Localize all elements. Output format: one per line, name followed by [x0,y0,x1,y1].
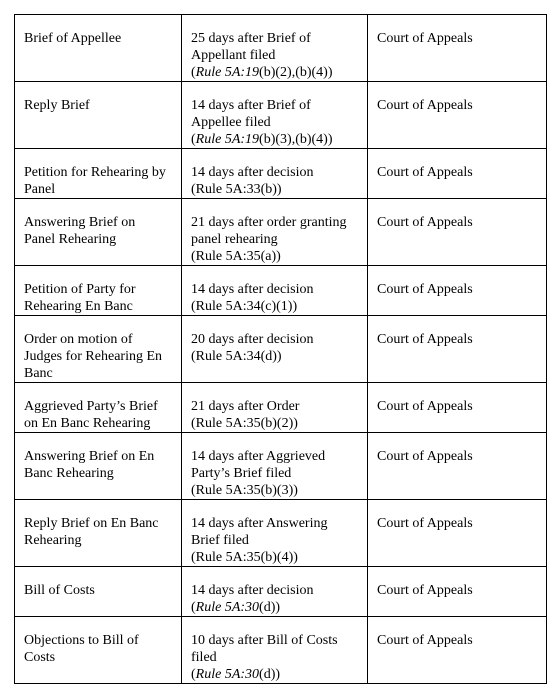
document-text: Judges for Rehearing En [24,349,163,364]
document-cell [15,266,182,316]
rule-citation [191,248,361,265]
document-cell [15,15,182,82]
table-row [15,15,547,82]
document-text: Banc Rehearing [24,466,114,481]
document-cell [15,433,182,500]
document-text: Order on motion of [24,332,133,347]
rule-citation [191,298,361,315]
rule-citation-italic: Rule 5A:19 [195,132,260,147]
deadline-cell [182,15,368,82]
court-cell [368,433,547,500]
deadline-text: Party’s Brief filed [191,466,292,481]
deadline-cell [182,383,368,433]
document-cell [15,316,182,383]
rule-citation-open: ( [191,600,196,615]
deadline-text: Brief filed [191,533,249,548]
rule-citation-open: ( [191,65,196,80]
deadlines-table-body [15,15,547,684]
deadline-text: 14 days after decision [191,583,314,598]
deadline-cell [182,567,368,617]
deadline-text: 20 days after decision [191,332,314,347]
court-text: Court of Appeals [377,583,473,598]
court-text: Court of Appeals [377,215,473,230]
rule-citation-rest: (d)) [259,667,281,682]
deadline-text: panel rehearing [191,232,278,247]
table-row [15,567,547,617]
rule-citation-italic: Rule 5A:30 [195,667,260,682]
rule-citation-rest: (d)) [259,600,281,615]
rule-citation [191,666,361,683]
rule-citation-open: (Rule 5A:34(d)) [191,349,282,364]
court-cell [368,316,547,383]
court-text: Court of Appeals [377,399,473,414]
deadline-cell [182,149,368,199]
rule-citation [191,549,361,566]
deadline-text: 21 days after Order [191,399,300,414]
document-text: Aggrieved Party’s Brief [24,399,158,414]
document-cell [15,149,182,199]
table-row [15,266,547,316]
rule-citation [191,482,361,499]
document-text: on En Banc Rehearing [24,416,151,431]
table-row [15,82,547,149]
court-text: Court of Appeals [377,282,473,297]
deadline-text: 14 days after Answering [191,516,328,531]
rule-citation-open: ( [191,667,196,682]
rule-citation [191,415,361,432]
rule-citation [191,181,361,198]
court-cell [368,500,547,567]
document-text: Reply Brief on En Banc [24,516,159,531]
rule-citation-open: (Rule 5A:34(c)(1)) [191,299,298,314]
rule-citation [191,348,361,365]
deadline-cell [182,433,368,500]
court-text: Court of Appeals [377,449,473,464]
rule-citation-open: (Rule 5A:35(b)(4)) [191,550,298,565]
rule-citation-open: ( [191,132,196,147]
document-text: Reply Brief [24,98,90,113]
court-cell [368,15,547,82]
rule-citation-open: (Rule 5A:35(a)) [191,249,281,264]
deadline-text: Appellee filed [191,115,271,130]
table-row [15,617,547,684]
document-text: Rehearing En Banc [24,299,133,314]
document-text: Panel Rehearing [24,232,117,247]
document-text: Brief of Appellee [24,31,122,46]
deadline-text: 10 days after Bill of Costs [191,633,338,648]
deadline-cell [182,82,368,149]
deadline-text: 14 days after decision [191,282,314,297]
document-text: Petition of Party for [24,282,136,297]
court-cell [368,567,547,617]
rule-citation-open: (Rule 5A:33(b)) [191,182,282,197]
table-row [15,433,547,500]
document-text: Rehearing [24,533,82,548]
court-text: Court of Appeals [377,633,473,648]
document-text: Bill of Costs [24,583,95,598]
rule-citation [191,64,361,81]
deadline-text: filed [191,650,217,665]
table-row [15,316,547,383]
court-text: Court of Appeals [377,31,473,46]
court-cell [368,617,547,684]
table-row [15,199,547,266]
rule-citation-open: (Rule 5A:35(b)(3)) [191,483,298,498]
deadline-text: Appellant filed [191,48,276,63]
table-row [15,500,547,567]
document-cell [15,617,182,684]
document-cell [15,82,182,149]
document-text: Banc [24,366,53,381]
deadline-text: 14 days after Aggrieved [191,449,326,464]
rule-citation-open: (Rule 5A:35(b)(2)) [191,416,298,431]
deadline-cell [182,500,368,567]
deadline-cell [182,617,368,684]
table-row [15,149,547,199]
document-text: Petition for Rehearing by [24,165,166,180]
rule-citation-rest: (b)(2),(b)(4)) [259,65,333,80]
document-text: Answering Brief on [24,215,136,230]
rule-citation-italic: Rule 5A:19 [195,65,260,80]
document-text: Costs [24,650,56,665]
court-text: Court of Appeals [377,516,473,531]
rule-citation-italic: Rule 5A:30 [195,600,260,615]
deadline-text: 14 days after decision [191,165,314,180]
court-cell [368,266,547,316]
document-cell [15,567,182,617]
document-cell [15,199,182,266]
deadline-text: 21 days after order granting [191,215,347,230]
court-cell [368,149,547,199]
document-text: Panel [24,182,56,197]
court-cell [368,199,547,266]
deadlines-table [14,14,547,684]
court-text: Court of Appeals [377,165,473,180]
court-cell [368,82,547,149]
deadline-cell [182,316,368,383]
table-row [15,383,547,433]
rule-citation-rest: (b)(3),(b)(4)) [259,132,333,147]
deadline-cell [182,266,368,316]
document-text: Objections to Bill of [24,633,139,648]
document-cell [15,500,182,567]
rule-citation [191,131,361,148]
document-cell [15,383,182,433]
deadline-text: 25 days after Brief of [191,31,311,46]
court-cell [368,383,547,433]
document-text: Answering Brief on En [24,449,155,464]
court-text: Court of Appeals [377,332,473,347]
court-text: Court of Appeals [377,98,473,113]
deadline-text: 14 days after Brief of [191,98,311,113]
deadline-cell [182,199,368,266]
rule-citation [191,599,361,616]
